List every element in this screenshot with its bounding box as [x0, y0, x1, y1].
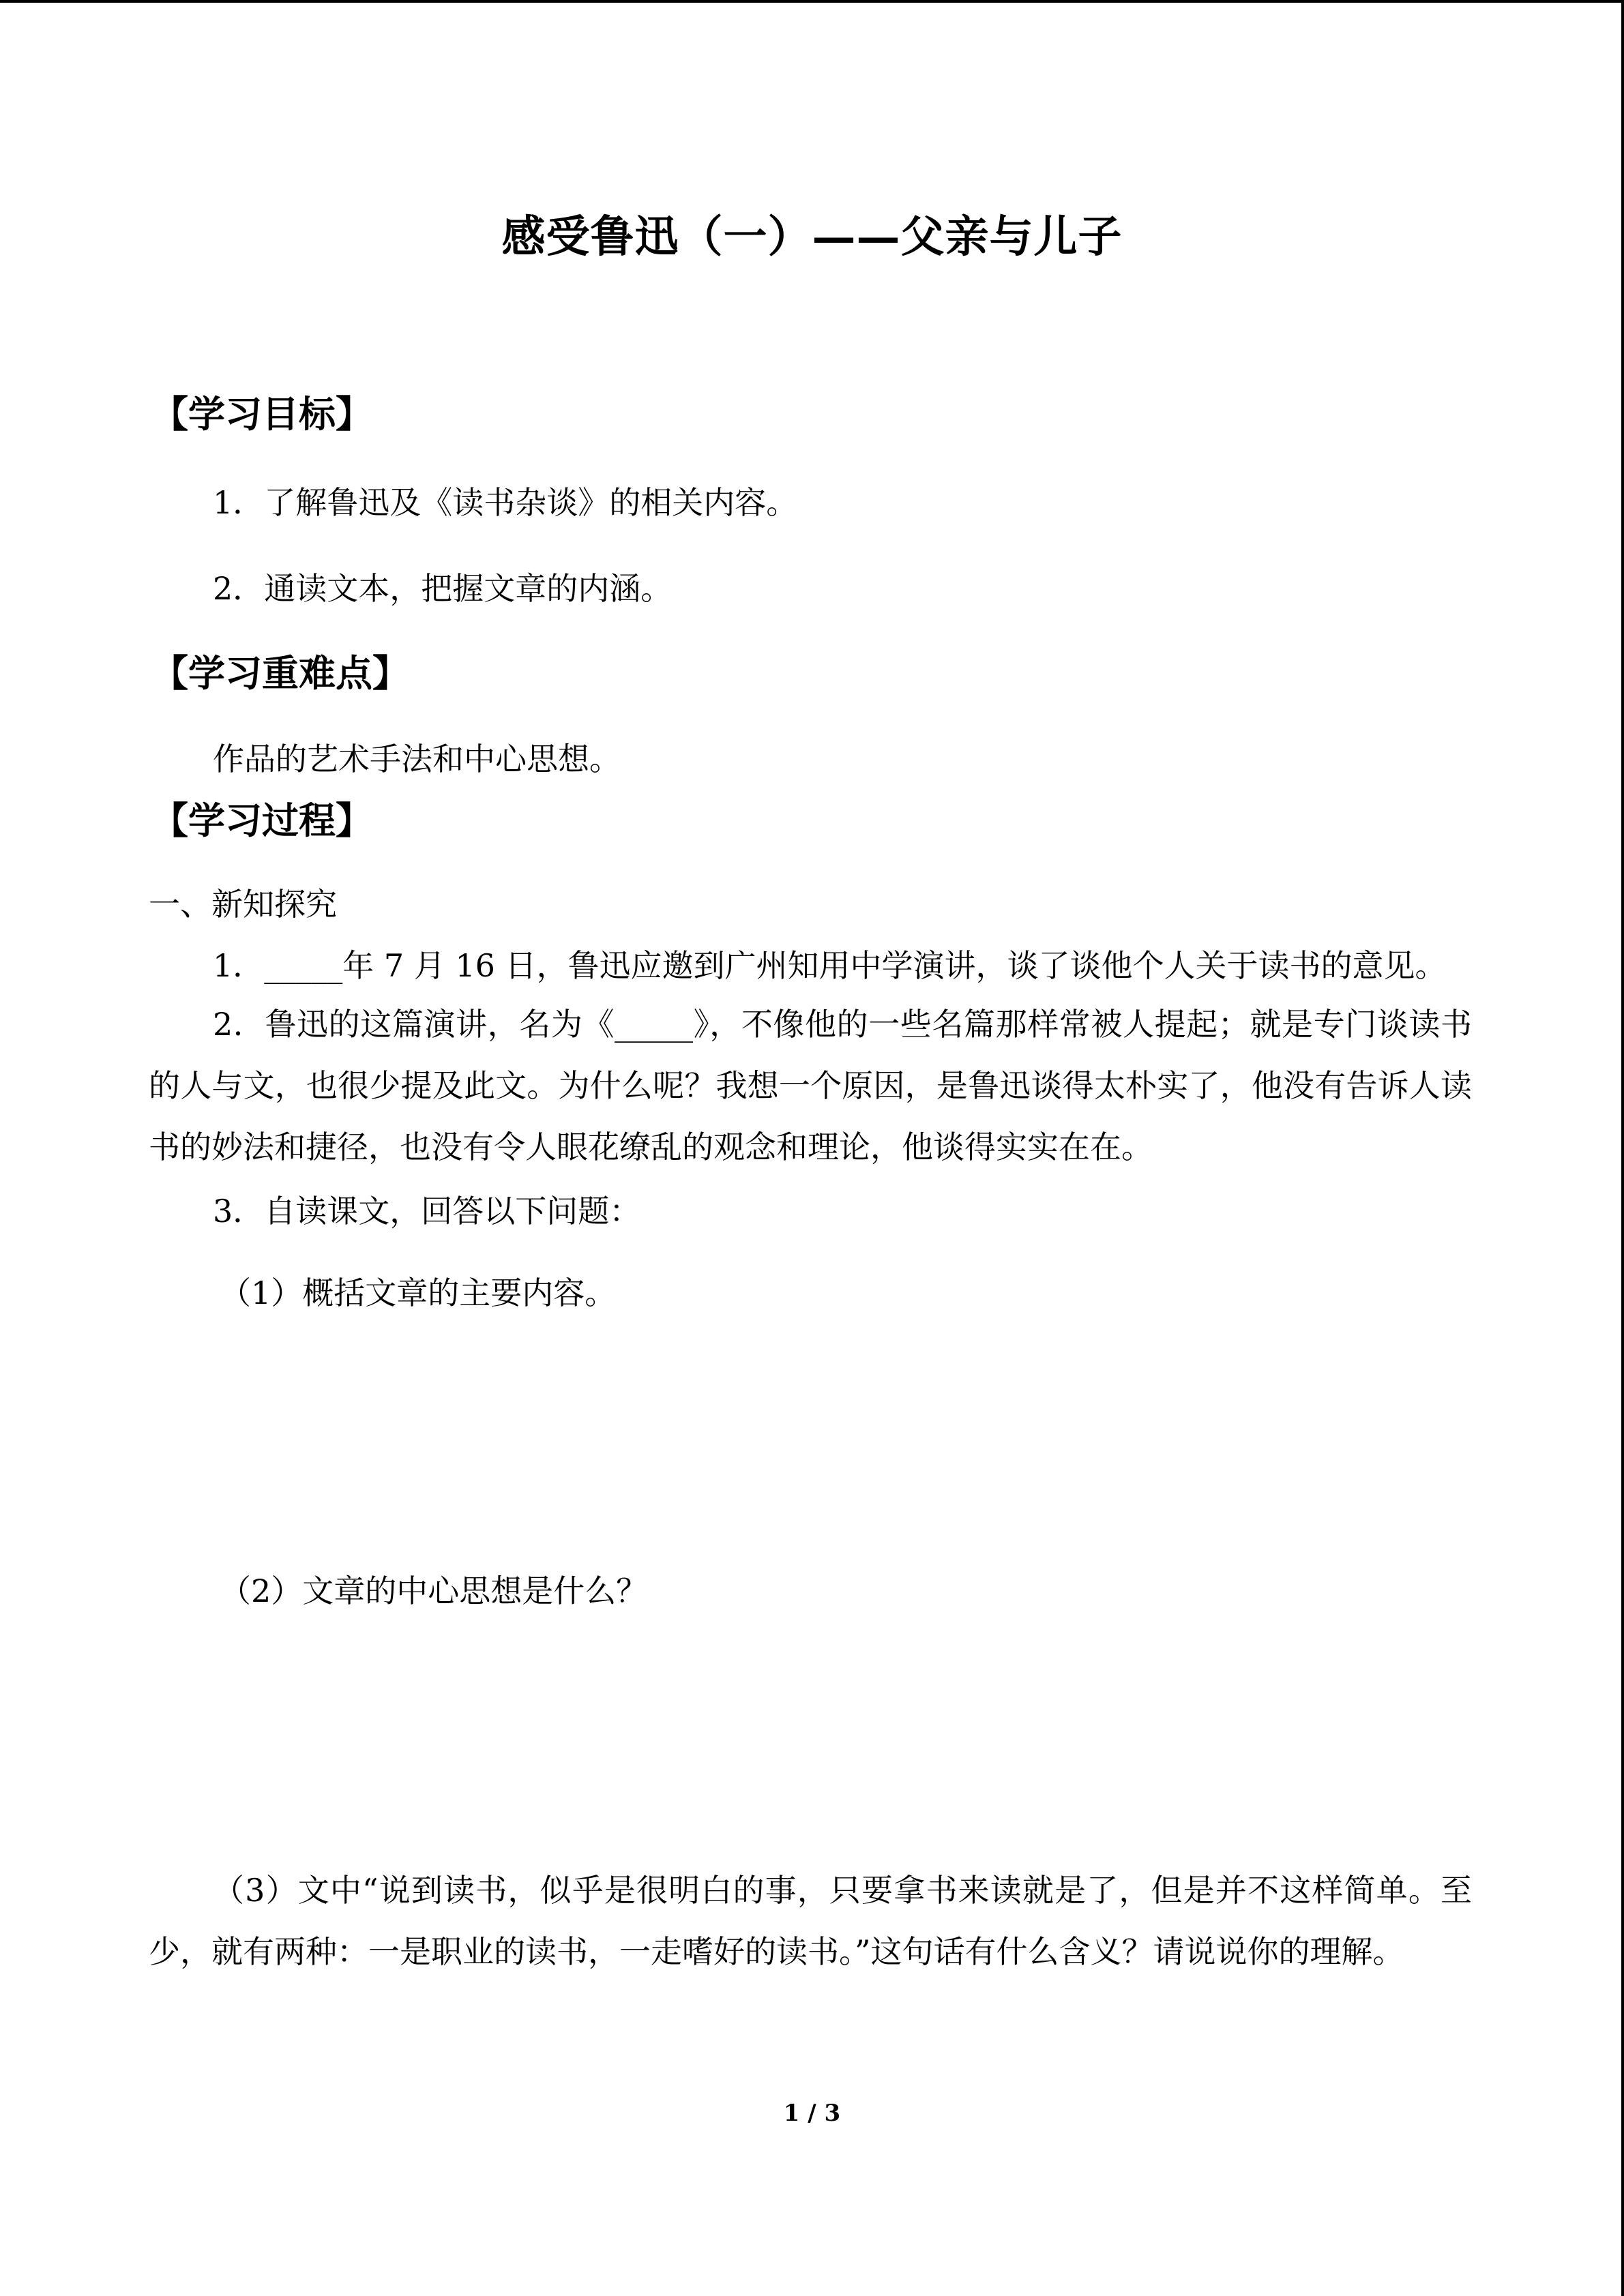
sub-question-3: （3）文中“说到读书，似乎是很明白的事，只要拿书来读就是了，但是并不这样简单。至少，就有两种：一是职业的读书，一走嗜好的读书。”这句话有什么含义？请说说你的理解。: [149, 1872, 1472, 1970]
section-heading-goals: 【学习目标】: [151, 393, 372, 436]
difficulties-text: 作品的艺术手法和中心思想。: [213, 741, 621, 777]
section-heading-process: 【学习过程】: [151, 799, 372, 842]
goal-item-1: 1．了解鲁迅及《读书杂谈》的相关内容。: [213, 484, 798, 521]
sub-question-1: （1）概括文章的主要内容。: [220, 1274, 617, 1311]
sub-question-2: （2）文章的中心思想是什么？: [220, 1572, 648, 1609]
goal-item-2: 2．通读文本，把握文章的内涵。: [213, 570, 673, 607]
sub-heading-new-knowledge: 一、新知探究: [149, 886, 337, 923]
question-3: 3．自读课文，回答以下问题：: [213, 1193, 641, 1229]
section-heading-difficulties: 【学习重难点】: [151, 652, 409, 695]
question-1: 1．_____年 7 月 16 日，鲁迅应邀到广州知用中学演讲，谈了谈他个人关于读书的意见。: [213, 947, 1447, 984]
page-title: 感受鲁迅（一）——父亲与儿子: [501, 211, 1123, 263]
page-indicator: 1 / 3: [783, 2100, 841, 2127]
question-2: 2．鲁迅的这篇演讲，名为《_____》，不像他的一些名篇那样常被人提起；就是专门谈读书的人与文，也很少提及此文。为什么呢？我想一个原因，是鲁迅谈得太朴实了，他没有告诉人读书的妙法和捷径，也没有令人眼花缭乱的观念和理论，他谈得实实在在。: [149, 1006, 1472, 1165]
